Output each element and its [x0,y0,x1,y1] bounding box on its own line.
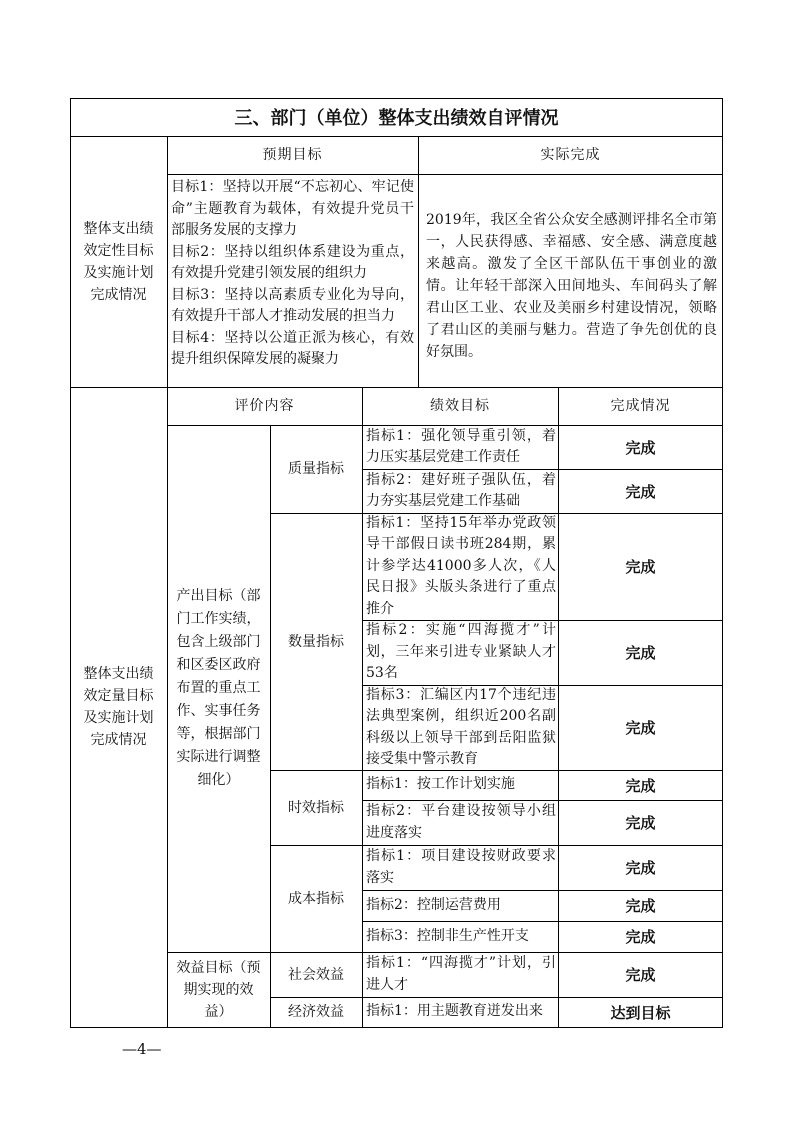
indicator-quantity-2: 指标2：实施“四海揽才”计划，三年来引进专业紧缺人才53名 [366,622,556,682]
table-border-left [70,98,71,1028]
page-number: —4— [122,1040,162,1058]
actual-completion-text: 2019年，我区全省公众安全感测评排名全市第一，人民获得感、幸福感、安全感、满意度越来越高。激发了全区干部队伍干事创业的激情。让年轻干部深入田间地头、车间码头了解君山区工业、农业及美丽乡村建设情况，领略了君山区的美丽与魅力。营造了争先创优的良好氛围。 [426,212,717,360]
indicator-timeliness-2: 指标2：平台建设按领导小组进度落实 [366,803,556,841]
status-economic-1: 达到目标 [610,1003,671,1022]
rule-quant-header-bottom [167,425,723,426]
indicator-cost-1: 指标1：项目建设按财政要求落实 [366,848,556,886]
status-quantity-1: 完成 [625,558,656,576]
indicator-timeliness-1: 指标1：按工作计划实施 [366,776,515,793]
performance-target-header: 绩效目标 [430,398,490,414]
category-cost: 成本指标 [288,890,344,907]
indicator-quantity-3: 指标3：汇编区内17个违纪违法典型案例，组织近200名副科级以上领导干部到岳阳监狱接受集中警示教育 [366,686,556,767]
evaluation-content-header: 评价内容 [234,398,295,414]
table-border-bottom [70,1027,723,1028]
status-quality-1: 完成 [625,438,656,457]
rule-row-c2 [362,921,723,922]
status-cost-1: 完成 [625,859,656,877]
output-target-label: 产出目标（部门工作实绩，包含上级部门和区委区政府布置的重点工作、实事任务等，根据部门实际进行调整细化） [176,588,261,788]
effectiveness-row-label: 整体支出绩效定性目标及实施计划完成情况 [83,220,154,303]
indicator-quality-1: 指标1：强化领导重引领，着力压实基层党建工作责任 [366,427,556,465]
expected-goal-header: 预期目标 [262,147,323,163]
category-quality: 质量指标 [288,461,344,477]
status-social-1: 完成 [625,966,656,984]
indicator-social-1: 指标1：“四海揽才”计划，引进人才 [366,955,556,993]
indicator-quantity-1: 指标1：坚持15年举办党政领导干部假日读书班284期，累计参学达41000多人次，《人民日报》头版头条进行了重点推介 [366,514,556,617]
category-social-benefit: 社会效益 [288,966,344,983]
category-timeliness: 时效指标 [288,799,344,816]
status-timeliness-2: 完成 [625,814,656,832]
rule-group-social-bottom [270,997,723,998]
rule-group-timeliness-bottom [270,845,723,846]
indicator-quality-2: 指标2：建好班子强队伍，着力夯实基层党建工作基础 [366,471,556,509]
actual-completion-header: 实际完成 [540,147,601,163]
status-cost-2: 完成 [625,897,656,915]
rule-row-n2 [362,685,723,686]
status-quality-2: 完成 [625,482,656,501]
category-quantity: 数量指标 [288,633,344,650]
rule-category-left [270,425,271,1027]
status-timeliness-1: 完成 [625,776,656,795]
rule-row-n1 [362,620,723,621]
rule-group-quality-bottom [270,513,723,514]
rule-output-bottom [167,952,723,953]
rule-group-quantity-bottom [270,770,723,771]
status-quantity-2: 完成 [625,644,656,662]
indicator-economic-1: 指标1：用主题教育迸发出来 [366,1003,543,1020]
status-cost-3: 完成 [625,928,656,946]
quantitative-row-label: 整体支出绩效定量目标及实施计划完成情况 [83,666,154,748]
rule-status-left [558,387,559,1027]
status-quantity-3: 完成 [625,719,656,737]
table-border-right [722,98,723,1028]
category-economic-benefit: 经济效益 [288,1004,344,1020]
rule-qual-label-right [167,136,168,1027]
rule-qual-header-bottom [167,174,723,175]
benefit-target-label: 效益目标（预期实现的效益） [176,959,261,1020]
section-title: 三、部门（单位）整体支出绩效自评情况 [234,108,559,129]
indicator-cost-2: 指标2：控制运营费用 [366,896,501,913]
rule-row-t1 [362,800,723,801]
rule-row-q1 [362,469,723,470]
completion-status-header: 完成情况 [610,398,671,414]
table-border-top [70,98,723,99]
rule-target-left [362,387,363,1027]
rule-row-c1 [362,890,723,891]
indicator-cost-3: 指标3：控制非生产性开支 [366,927,529,944]
expected-goal-text: 目标1：坚持以开展“不忘初心、牢记使命”主题教育为载体，有效提升党员干部服务发展的支撑力 目标2：坚持以组织体系建设为重点，有效提升党建引领发展的组织力 目标3：坚持以高素质专业化为导向，有效提升干部人才推动发展的担当力 目标4：坚持以公道正派为核心，有效提升组织保障发展的凝聚力 [171,179,414,367]
